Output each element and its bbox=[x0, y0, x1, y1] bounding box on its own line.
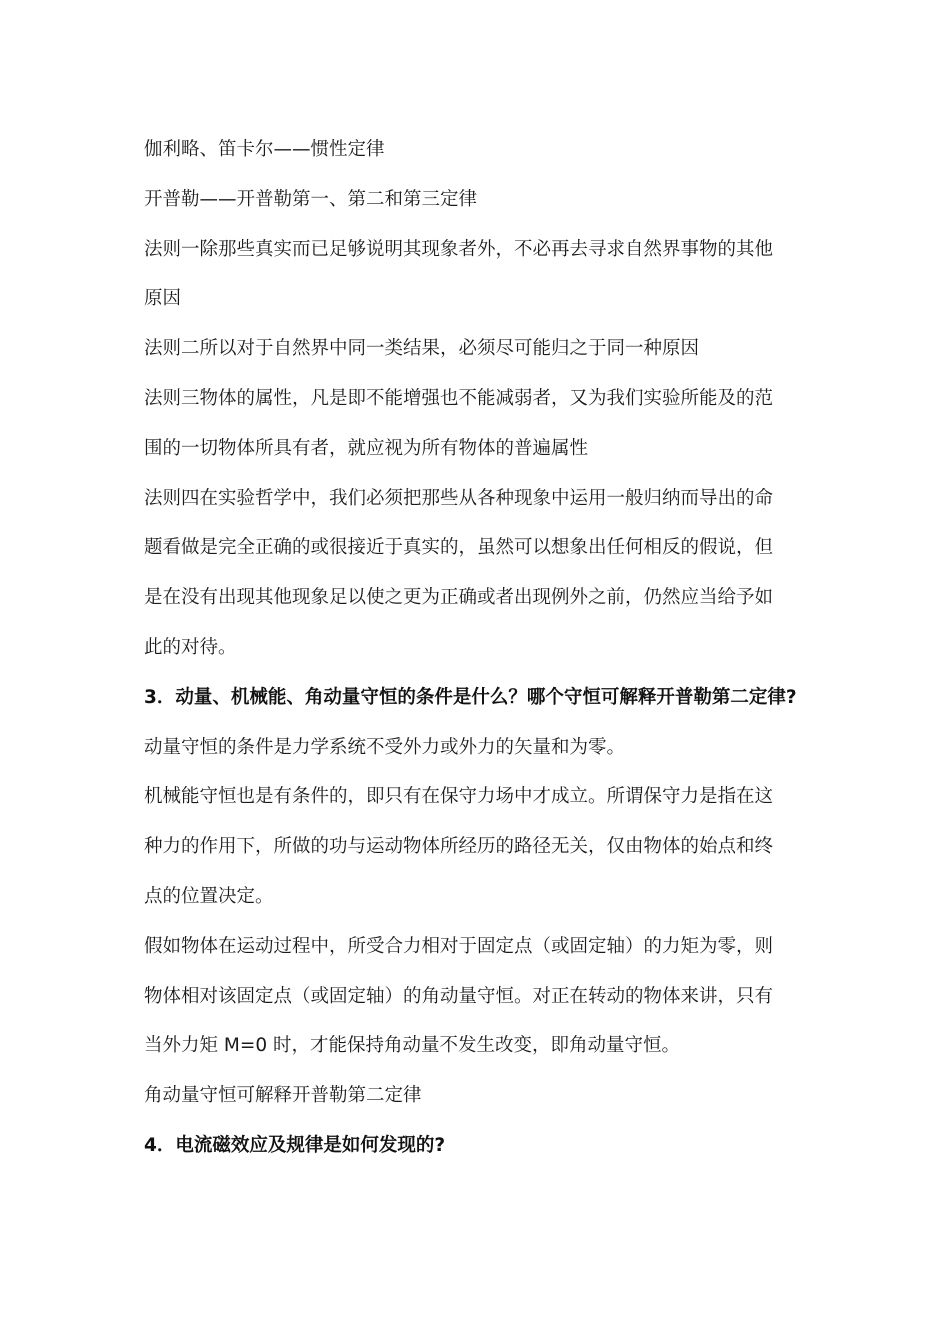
text-line-rule-three: 法则三物体的属性，凡是即不能增强也不能减弱者，又为我们实验所能及的范 bbox=[144, 387, 774, 409]
question-heading-3: 3．动量、机械能、角动量守恒的条件是什么？哪个守恒可解释开普勒第二定律? bbox=[144, 686, 797, 708]
text-line-momentum: 动量守恒的条件是力学系统不受外力或外力的矢量和为零。 bbox=[144, 736, 626, 758]
text-line-rule-one: 法则一除那些真实而已足够说明其现象者外，不必再去寻求自然界事物的其他 bbox=[144, 238, 774, 260]
text-line-rule-four-cont-2: 是在没有出现其他现象足以使之更为正确或者出现例外之前，仍然应当给予如 bbox=[144, 587, 774, 609]
text-line-rule-four-cont-3: 此的对待。 bbox=[144, 636, 237, 658]
question-heading-4: 4．电流磁效应及规律是如何发现的? bbox=[144, 1134, 446, 1156]
text-line-angular-momentum: 假如物体在运动过程中，所受合力相对于固定点（或固定轴）的力矩为零，则 bbox=[144, 935, 774, 957]
text-line-rule-two: 法则二所以对于自然界中同一类结果，必须尽可能归之于同一种原因 bbox=[144, 338, 700, 360]
text-line-rule-four: 法则四在实验哲学中，我们必须把那些从各种现象中运用一般归纳而导出的命 bbox=[144, 487, 774, 509]
text-line-mechanical-energy-cont-1: 种力的作用下，所做的功与运动物体所经历的路径无关，仅由物体的始点和终 bbox=[144, 836, 774, 858]
text-line-angular-momentum-cont-2: 当外力矩 M=0 时，才能保持角动量不发生改变，即角动量守恒。 bbox=[144, 1035, 680, 1057]
document-body bbox=[144, 125, 814, 1171]
text-line-rule-four-cont-1: 题看做是完全正确的或很接近于真实的，虽然可以想象出任何相反的假说，但 bbox=[144, 537, 774, 559]
text-line-rule-three-cont: 围的一切物体所具有者，就应视为所有物体的普遍属性 bbox=[144, 437, 589, 459]
text-line-kepler-laws: 开普勒——开普勒第一、第二和第三定律 bbox=[144, 188, 478, 210]
text-line-kepler-second-law: 角动量守恒可解释开普勒第二定律 bbox=[144, 1085, 422, 1107]
text-line-mechanical-energy: 机械能守恒也是有条件的，即只有在保守力场中才成立。所谓保守力是指在这 bbox=[144, 786, 774, 808]
text-line-inertia-law: 伽利略、笛卡尔——惯性定律 bbox=[144, 139, 385, 160]
text-line-rule-one-cont: 原因 bbox=[144, 288, 182, 310]
text-line-angular-momentum-cont-1: 物体相对该固定点（或固定轴）的角动量守恒。对正在转动的物体来讲，只有 bbox=[144, 985, 774, 1007]
text-line-mechanical-energy-cont-2: 点的位置决定。 bbox=[144, 885, 274, 907]
